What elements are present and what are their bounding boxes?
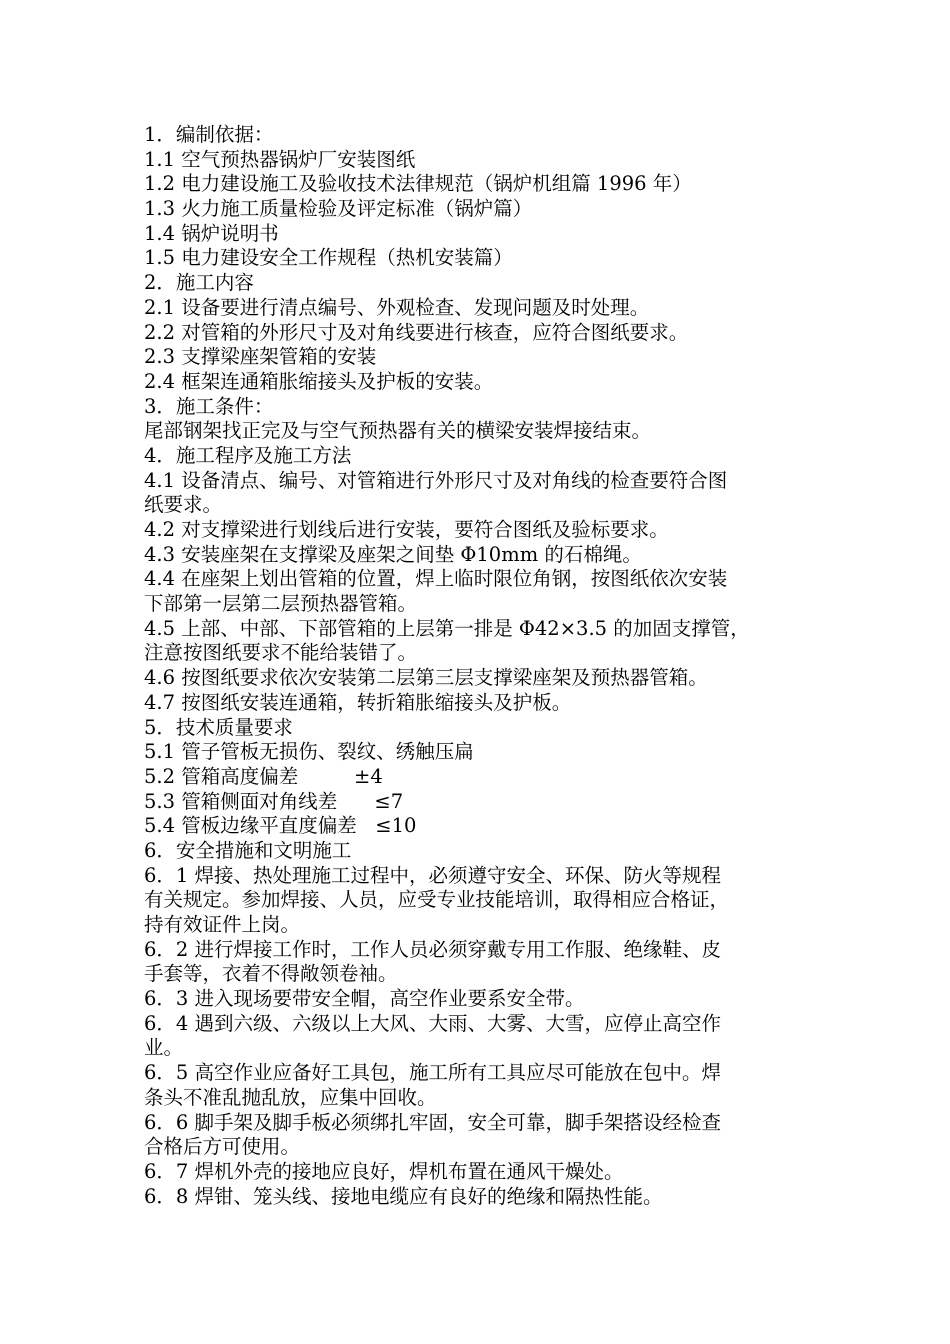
text-line: 条头不准乱抛乱放，应集中回收。 — [144, 1085, 437, 1109]
text-line: 纸要求。 — [144, 493, 223, 517]
text-line: 6．4 遇到六级、六级以上大风、大雨、大雾、大雪，应停止高空作 — [144, 1011, 722, 1035]
text-line: 5.3 管箱侧面对角线差 ≤7 — [144, 789, 404, 813]
text-line: 2.4 框架连通箱胀缩接头及护板的安装。 — [144, 369, 494, 393]
document-body — [144, 123, 814, 1209]
text-line: 4.2 对支撑梁进行划线后进行安装，要符合图纸及验标要求。 — [144, 518, 669, 541]
text-line: 合格后方可使用。 — [144, 1135, 301, 1159]
text-line: 4.1 设备清点、编号、对管箱进行外形尺寸及对角线的检查要符合图 — [144, 468, 728, 492]
text-line: 4.4 在座架上划出管箱的位置，焊上临时限位角钢，按图纸依次安装 — [144, 567, 728, 591]
text-line: 2.3 支撑梁座架管箱的安装 — [144, 345, 377, 369]
text-line: 1.1 空气预热器锅炉厂安装图纸 — [144, 147, 416, 171]
heading-6: 6．安全措施和文明施工 — [144, 838, 352, 862]
text-line: 5.1 管子管板无损伤、裂纹、绣触压扁 — [144, 740, 474, 764]
heading-1: 1．编制依据： — [144, 123, 274, 146]
heading-5: 5．技术质量要求 — [144, 715, 293, 739]
text-line: 6．3 进入现场要带安全帽，高空作业要系安全带。 — [144, 987, 585, 1011]
text-line: 6．7 焊机外壳的接地应良好，焊机布置在通风干燥处。 — [144, 1159, 624, 1183]
text-line: 下部第一层第二层预热器管箱。 — [144, 592, 418, 616]
text-line: 尾部钢架找正完及与空气预热器有关的横梁安装焊接结束。 — [144, 419, 652, 443]
text-line: 6．1 焊接、热处理施工过程中，必须遵守安全、环保、防火等规程 — [144, 863, 722, 887]
text-line: 6．6 脚手架及脚手板必须绑扎牢固，安全可靠，脚手架搭设经检查 — [144, 1110, 722, 1134]
text-line: 4.3 安装座架在支撑梁及座架之间垫 Φ10mm 的石棉绳。 — [144, 542, 642, 566]
text-line: 业。 — [144, 1036, 184, 1060]
text-line: 2.1 设备要进行清点编号、外观检查、发现问题及时处理。 — [144, 295, 650, 319]
text-line: 1.2 电力建设施工及验收技术法律规范（锅炉机组篇 1996 年） — [144, 172, 692, 196]
text-line: 手套等，衣着不得敞领卷袖。 — [144, 962, 398, 986]
text-line: 有关规定。参加焊接、人员，应受专业技能培训，取得相应合格证， — [144, 888, 730, 912]
text-line: 4.5 上部、中部、下部管箱的上层第一排是 Φ42×3.5 的加固支撑管， — [144, 616, 750, 640]
text-line: 持有效证件上岗。 — [144, 913, 301, 936]
text-line: 5.2 管箱高度偏差 ±4 — [144, 764, 383, 788]
text-line: 4.6 按图纸要求依次安装第二层第三层支撑梁座架及预热器管箱。 — [144, 666, 708, 690]
heading-4: 4．施工程序及施工方法 — [144, 443, 352, 467]
heading-2: 2．施工内容 — [144, 271, 254, 295]
text-line: 注意按图纸要求不能给装错了。 — [144, 641, 418, 665]
text-line: 1.4 锅炉说明书 — [144, 221, 279, 245]
text-line: 1.3 火力施工质量检验及评定标准（锅炉篇） — [144, 197, 533, 221]
text-line: 5.4 管板边缘平直度偏差 ≤10 — [144, 814, 417, 838]
text-line: 2.2 对管箱的外形尺寸及对角线要进行核查，应符合图纸要求。 — [144, 320, 689, 344]
text-line: 6．5 高空作业应备好工具包，施工所有工具应尽可能放在包中。焊 — [144, 1061, 722, 1085]
text-line: 6．8 焊钳、笼头线、接地电缆应有良好的绝缘和隔热性能。 — [144, 1184, 663, 1208]
text-line: 1.5 电力建设安全工作规程（热机安装篇） — [144, 246, 513, 270]
heading-3: 3．施工条件： — [144, 394, 274, 418]
text-line: 4.7 按图纸安装连通箱，转折箱胀缩接头及护板。 — [144, 690, 572, 714]
text-line: 6．2 进行焊接工作时，工作人员必须穿戴专用工作服、绝缘鞋、皮 — [144, 937, 722, 961]
